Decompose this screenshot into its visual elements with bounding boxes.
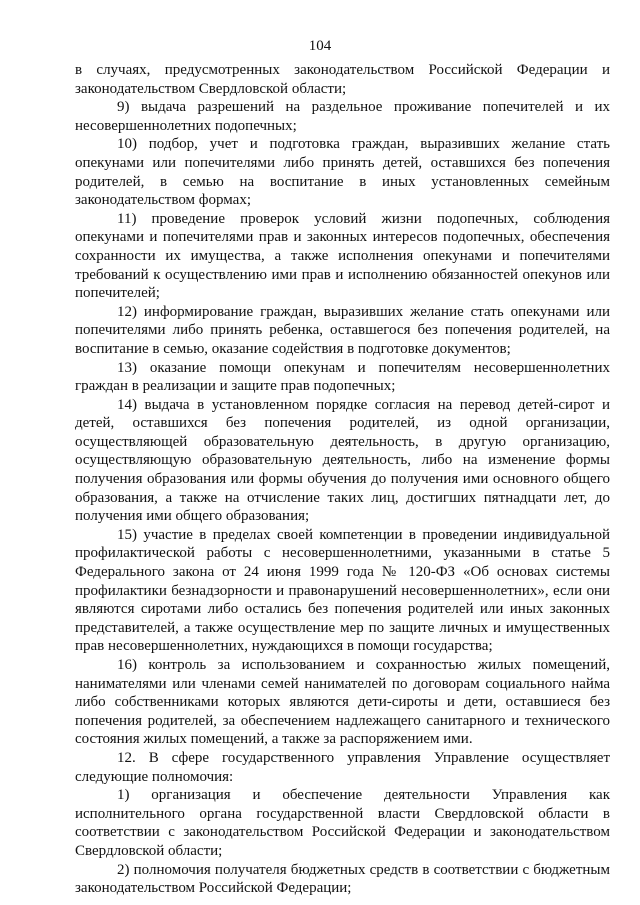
paragraph-item-10: 10) подбор, учет и подготовка граждан, выразивших желание стать опекунами или попечителями либо принять детей, оставшихся без попечения родителей, в семью на воспитание в иных установленных семейным законодательством формах; <box>75 136 610 209</box>
paragraph-section-12-item-2: 2) полномочия получателя бюджетных средств в соответствии с бюджетным законодательством Российской Федерации; <box>75 861 610 897</box>
paragraph-item-16: 16) контроль за использованием и сохранностью жилых помещений, нанимателями или членами семей нанимателей по договорам социального найма либо собственниками которых являются дети-сироты и дети, оставшиеся без попечения родителей, за обеспечением надлежащего санитарного и технического состояния жилых помещений, а также за распоряжением ими. <box>75 657 610 748</box>
paragraph-section-12-item-1: 1) организация и обеспечение деятельности Управления как исполнительного органа государственной власти Свердловской области в соответствии с законодательством Российской Федерации и законодательством Свердловской области; <box>75 787 610 859</box>
paragraph-item-11: 11) проведение проверок условий жизни подопечных, соблюдения опекунами и попечителями прав и законных интересов подопечных, обеспечения сохранности их имущества, а также исполнения опекунами и попечителями требований к осуществлению ими прав и исполнению обязанностей опекунов или попечителей; <box>75 210 610 302</box>
paragraph-item-14: 14) выдача в установленном порядке согласия на перевод детей-сирот и детей, оставшихся без попечения родителей, из одной организации, осуществляющей образовательную деятельность, в другую организацию, осуществляющую образовательную деятельность, либо на изменение формы получения образования или формы обучения до получения ими основного общего образования, а также на отчисление таких лиц, достигших пятнадцати лет, до получения ими общего образования; <box>75 396 610 525</box>
paragraph-continuation: в случаях, предусмотренных законодательством Российской Федерации и законодательством Свердловской области; <box>75 62 610 97</box>
page-number: 104 <box>308 38 332 54</box>
paragraph-item-12: 12) информирование граждан, выразивших желание стать опекунами или попечителями либо принять ребенка, оставшегося без попечения родителей, на воспитание в семью, оказание содействия в подготовке документов; <box>75 303 610 357</box>
paragraph-item-15: 15) участие в пределах своей компетенции в проведении индивидуальной профилактической работы с несовершеннолетними, указанными в статье 5 Федерального закона от 24 июня 1999 года № 120-ФЗ «Об основах системы профилактики безнадзорности и правонарушений несовершеннолетних», если они являются сиротами либо остались без попечения родителей или иных законных представителей, а также осуществление мер по защите личных и имущественных прав несовершеннолетних, нуждающихся в помощи государства; <box>75 526 610 655</box>
paragraph-item-9: 9) выдача разрешений на раздельное проживание попечителей и их несовершеннолетних подопечных; <box>75 99 610 134</box>
paragraph-item-13: 13) оказание помощи опекунам и попечителям несовершеннолетних граждан в реализации и защите прав подопечных; <box>75 359 610 395</box>
document-body <box>75 61 610 898</box>
paragraph-section-12: 12. В сфере государственного управления Управление осуществляет следующие полномочия: <box>75 749 610 785</box>
